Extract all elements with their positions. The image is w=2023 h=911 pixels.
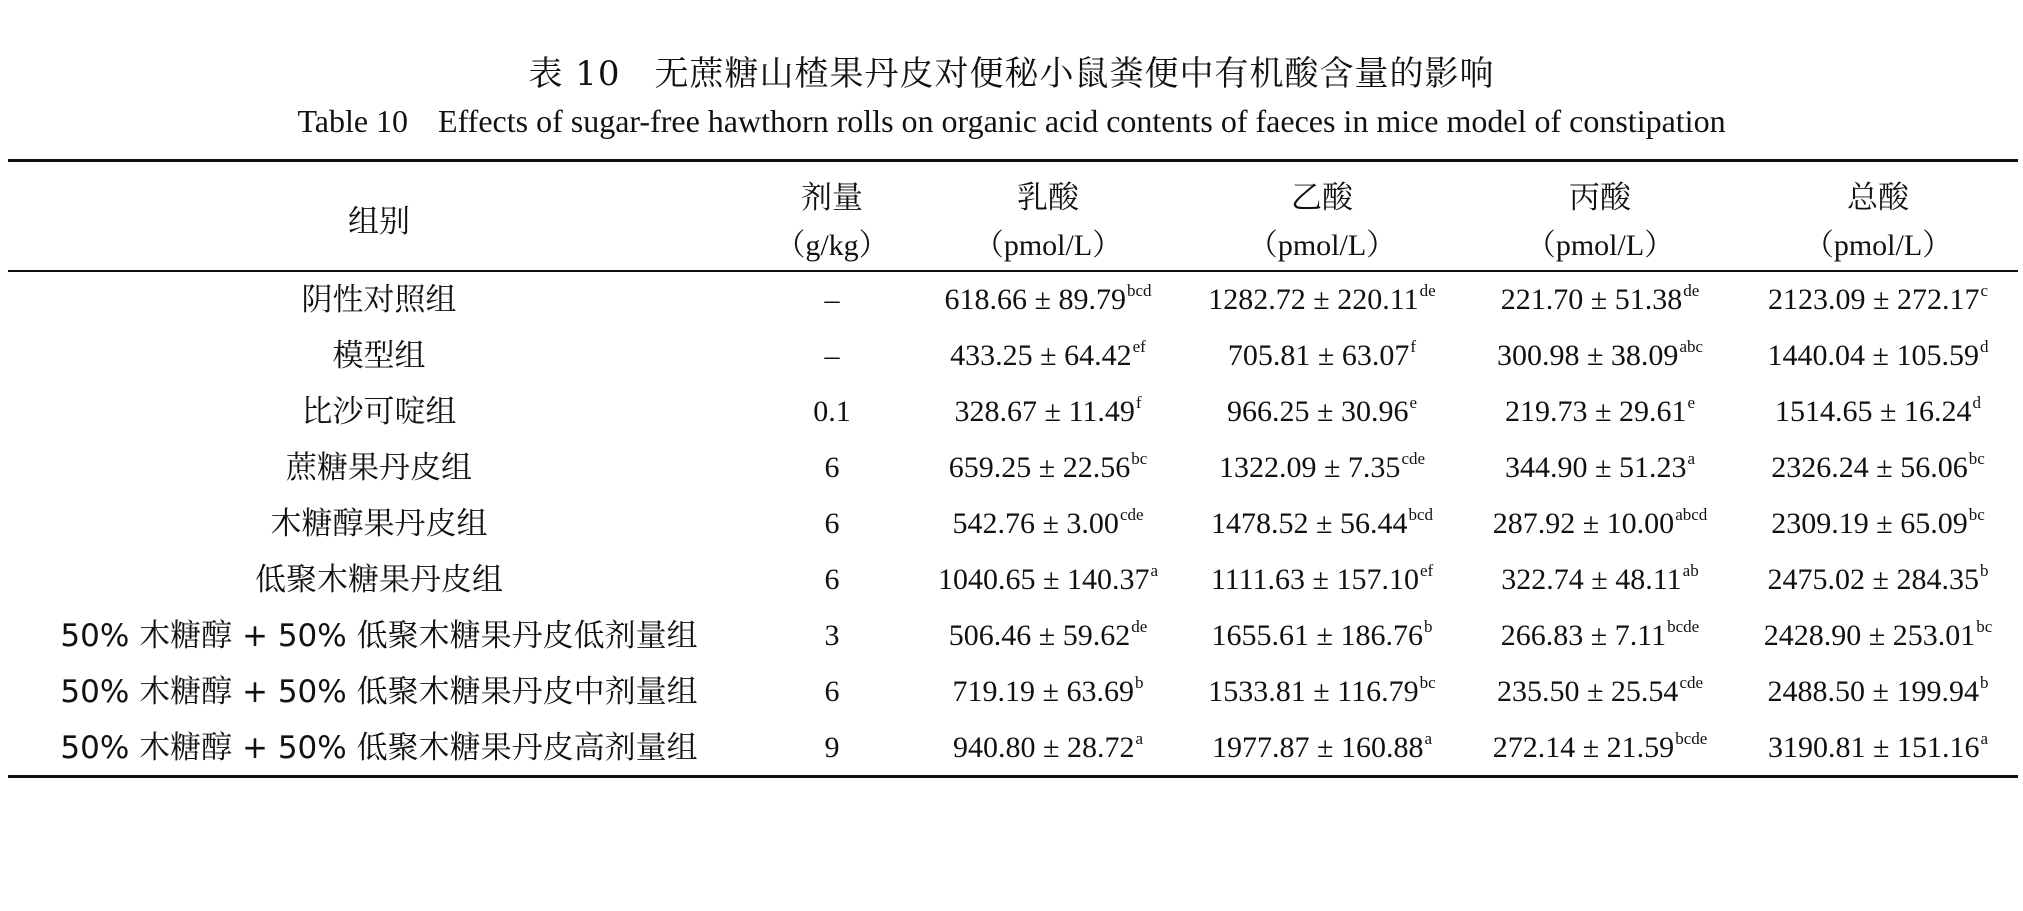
total-value: 2428.90 ± 253.01 bbox=[1763, 619, 1976, 652]
lactic-cell bbox=[914, 720, 1182, 776]
acetic-value: 966.25 ± 30.96 bbox=[1226, 395, 1409, 428]
propionic-sig: bcde bbox=[1675, 729, 1708, 748]
header-dose bbox=[750, 162, 914, 270]
lactic-value: 328.67 ± 11.49 bbox=[954, 395, 1135, 428]
lactic-value: 1040.65 ± 140.37 bbox=[937, 563, 1150, 596]
propionic-cell bbox=[1462, 440, 1738, 496]
header-propionic-label: 丙酸 bbox=[1569, 180, 1631, 216]
table-caption-chinese bbox=[0, 46, 2023, 95]
group-cell: 阴性对照组 bbox=[301, 282, 457, 318]
header-dose-unit: （g/kg） bbox=[775, 229, 889, 262]
total-value: 1514.65 ± 16.24 bbox=[1775, 395, 1972, 428]
lactic-sig: de bbox=[1131, 617, 1148, 636]
dose-cell: 6 bbox=[824, 507, 840, 540]
propionic-value: 221.70 ± 51.38 bbox=[1500, 283, 1683, 316]
acetic-cell bbox=[1182, 664, 1462, 720]
propionic-cell bbox=[1462, 720, 1738, 776]
lactic-cell bbox=[914, 664, 1182, 720]
table-header bbox=[8, 162, 2018, 270]
propionic-value: 235.50 ± 25.54 bbox=[1496, 675, 1679, 708]
header-acetic-unit: （pmol/L） bbox=[1247, 229, 1397, 262]
total-sig: bc bbox=[1968, 449, 1985, 468]
lactic-sig: cde bbox=[1119, 505, 1144, 524]
acetic-sig: de bbox=[1419, 281, 1436, 300]
dose-cell: 6 bbox=[824, 451, 840, 484]
acetic-sig: a bbox=[1424, 729, 1432, 748]
header-lactic bbox=[914, 162, 1182, 270]
header-propionic-unit: （pmol/L） bbox=[1525, 229, 1675, 262]
lactic-sig: f bbox=[1135, 393, 1142, 412]
lactic-cell bbox=[914, 384, 1182, 440]
propionic-value: 287.92 ± 10.00 bbox=[1492, 507, 1675, 540]
total-cell bbox=[1738, 384, 2018, 440]
total-value: 2309.19 ± 65.09 bbox=[1771, 507, 1968, 540]
total-sig: bc bbox=[1968, 505, 1985, 524]
acetic-sig: f bbox=[1410, 337, 1417, 356]
dose-cell: 6 bbox=[824, 675, 840, 708]
lactic-cell bbox=[914, 272, 1182, 328]
header-lactic-unit: （pmol/L） bbox=[973, 229, 1123, 262]
table-bottom-rule bbox=[8, 775, 2018, 778]
group-cell: 50% 木糖醇 + 50% 低聚木糖果丹皮中剂量组 bbox=[60, 674, 698, 710]
propionic-value: 272.14 ± 21.59 bbox=[1492, 731, 1675, 764]
acetic-value: 1533.81 ± 116.79 bbox=[1208, 675, 1419, 708]
table-caption-english bbox=[0, 103, 2023, 140]
table-number-en: Table 10 bbox=[297, 103, 409, 139]
acetic-cell bbox=[1182, 608, 1462, 664]
propionic-cell bbox=[1462, 272, 1738, 328]
total-value: 1440.04 ± 105.59 bbox=[1767, 339, 1979, 372]
propionic-sig: abc bbox=[1679, 337, 1704, 356]
table-row bbox=[8, 664, 2018, 720]
lactic-value: 659.25 ± 22.56 bbox=[948, 451, 1131, 484]
acetic-sig: e bbox=[1409, 393, 1417, 412]
table-row bbox=[8, 440, 2018, 496]
total-sig: c bbox=[1980, 281, 1988, 300]
propionic-value: 300.98 ± 38.09 bbox=[1496, 339, 1679, 372]
lactic-value: 940.80 ± 28.72 bbox=[952, 731, 1135, 764]
header-acetic bbox=[1182, 162, 1462, 270]
total-cell bbox=[1738, 552, 2018, 608]
lactic-sig: a bbox=[1135, 729, 1143, 748]
total-cell bbox=[1738, 272, 2018, 328]
table-title-cn: 无蔗糖山楂果丹皮对便秘小鼠粪便中有机酸含量的影响 bbox=[654, 54, 1495, 94]
header-group-label: 组别 bbox=[348, 204, 410, 240]
table-row bbox=[8, 720, 2018, 776]
lactic-cell bbox=[914, 440, 1182, 496]
table-title-en: Effects of sugar-free hawthorn rolls on organic acid contents of faeces in mice model of constipation bbox=[438, 103, 1726, 139]
acetic-cell bbox=[1182, 328, 1462, 384]
total-sig: d bbox=[1972, 393, 1981, 412]
total-value: 2326.24 ± 56.06 bbox=[1771, 451, 1968, 484]
table-body bbox=[8, 272, 2018, 775]
acetic-value: 1478.52 ± 56.44 bbox=[1210, 507, 1408, 540]
table-row bbox=[8, 272, 2018, 328]
propionic-cell bbox=[1462, 664, 1738, 720]
acetic-sig: cde bbox=[1401, 449, 1426, 468]
total-sig: b bbox=[1979, 673, 1989, 692]
propionic-value: 219.73 ± 29.61 bbox=[1504, 395, 1687, 428]
acetic-cell bbox=[1182, 496, 1462, 552]
propionic-cell bbox=[1462, 608, 1738, 664]
lactic-sig: a bbox=[1150, 561, 1158, 580]
lactic-value: 618.66 ± 89.79 bbox=[944, 283, 1126, 316]
group-cell: 50% 木糖醇 + 50% 低聚木糖果丹皮低剂量组 bbox=[60, 618, 698, 654]
table-row bbox=[8, 328, 2018, 384]
dose-cell: 3 bbox=[824, 619, 840, 652]
table-number-cn: 表 10 bbox=[528, 54, 621, 94]
propionic-sig: e bbox=[1687, 393, 1695, 412]
acetic-cell bbox=[1182, 720, 1462, 776]
total-value: 2475.02 ± 284.35 bbox=[1767, 563, 1979, 596]
propionic-cell bbox=[1462, 328, 1738, 384]
propionic-sig: ab bbox=[1682, 561, 1699, 580]
propionic-cell bbox=[1462, 552, 1738, 608]
acetic-value: 1655.61 ± 186.76 bbox=[1211, 619, 1423, 652]
lactic-cell bbox=[914, 552, 1182, 608]
propionic-sig: cde bbox=[1679, 673, 1704, 692]
group-cell: 模型组 bbox=[332, 338, 426, 374]
total-cell bbox=[1738, 496, 2018, 552]
header-acetic-label: 乙酸 bbox=[1291, 180, 1353, 216]
acetic-cell bbox=[1182, 440, 1462, 496]
propionic-cell bbox=[1462, 496, 1738, 552]
header-group bbox=[8, 162, 750, 270]
acetic-sig: bc bbox=[1419, 673, 1436, 692]
group-cell: 蔗糖果丹皮组 bbox=[286, 450, 472, 486]
total-value: 2488.50 ± 199.94 bbox=[1767, 675, 1979, 708]
total-cell bbox=[1738, 720, 2018, 776]
total-cell bbox=[1738, 328, 2018, 384]
lactic-sig: bc bbox=[1131, 449, 1148, 468]
lactic-cell bbox=[914, 608, 1182, 664]
dose-cell: 9 bbox=[824, 731, 840, 764]
total-cell bbox=[1738, 608, 2018, 664]
dose-cell: 6 bbox=[824, 563, 840, 596]
acetic-sig: ef bbox=[1419, 561, 1434, 580]
dose-cell: – bbox=[824, 283, 840, 316]
total-sig: bc bbox=[1976, 617, 1993, 636]
propionic-value: 266.83 ± 7.11 bbox=[1500, 619, 1667, 652]
lactic-cell bbox=[914, 328, 1182, 384]
group-cell: 50% 木糖醇 + 50% 低聚木糖果丹皮高剂量组 bbox=[60, 730, 698, 766]
lactic-value: 542.76 ± 3.00 bbox=[952, 507, 1119, 540]
header-propionic bbox=[1462, 162, 1738, 270]
acetic-sig: bcd bbox=[1408, 505, 1433, 524]
total-sig: d bbox=[1979, 337, 1989, 356]
table-row bbox=[8, 496, 2018, 552]
acetic-value: 1977.87 ± 160.88 bbox=[1211, 731, 1424, 764]
propionic-value: 344.90 ± 51.23 bbox=[1504, 451, 1687, 484]
propionic-sig: abcd bbox=[1675, 505, 1708, 524]
propionic-sig: de bbox=[1683, 281, 1700, 300]
lactic-sig: ef bbox=[1132, 337, 1146, 356]
header-total-unit: （pmol/L） bbox=[1803, 229, 1953, 262]
acetic-cell bbox=[1182, 384, 1462, 440]
group-cell: 比沙可啶组 bbox=[301, 394, 457, 430]
lactic-sig: b bbox=[1134, 673, 1144, 692]
header-total bbox=[1738, 162, 2018, 270]
acetic-value: 1282.72 ± 220.11 bbox=[1208, 283, 1419, 316]
lactic-value: 506.46 ± 59.62 bbox=[948, 619, 1131, 652]
table-row bbox=[8, 384, 2018, 440]
total-sig: a bbox=[1980, 729, 1988, 748]
lactic-value: 719.19 ± 63.69 bbox=[952, 675, 1134, 708]
table-row bbox=[8, 552, 2018, 608]
dose-cell: – bbox=[824, 339, 840, 372]
acetic-value: 1322.09 ± 7.35 bbox=[1218, 451, 1401, 484]
lactic-sig: bcd bbox=[1126, 281, 1152, 300]
total-cell bbox=[1738, 664, 2018, 720]
acetic-cell bbox=[1182, 552, 1462, 608]
propionic-value: 322.74 ± 48.11 bbox=[1501, 563, 1682, 596]
group-cell: 低聚木糖果丹皮组 bbox=[255, 562, 503, 598]
acetic-sig: b bbox=[1423, 617, 1433, 636]
total-value: 3190.81 ± 151.16 bbox=[1767, 731, 1980, 764]
acetic-cell bbox=[1182, 272, 1462, 328]
header-dose-label: 剂量 bbox=[801, 180, 863, 216]
lactic-value: 433.25 ± 64.42 bbox=[950, 339, 1132, 372]
acetic-value: 1111.63 ± 157.10 bbox=[1210, 563, 1419, 596]
total-cell bbox=[1738, 440, 2018, 496]
table-row bbox=[8, 608, 2018, 664]
acetic-value: 705.81 ± 63.07 bbox=[1227, 339, 1410, 372]
header-lactic-label: 乳酸 bbox=[1017, 180, 1079, 216]
propionic-sig: a bbox=[1687, 449, 1695, 468]
group-cell: 木糖醇果丹皮组 bbox=[270, 506, 488, 542]
total-value: 2123.09 ± 272.17 bbox=[1767, 283, 1980, 316]
total-sig: b bbox=[1979, 561, 1989, 580]
dose-cell: 0.1 bbox=[813, 395, 851, 428]
header-total-label: 总酸 bbox=[1847, 180, 1909, 216]
propionic-sig: bcde bbox=[1667, 617, 1700, 636]
propionic-cell bbox=[1462, 384, 1738, 440]
lactic-cell bbox=[914, 496, 1182, 552]
